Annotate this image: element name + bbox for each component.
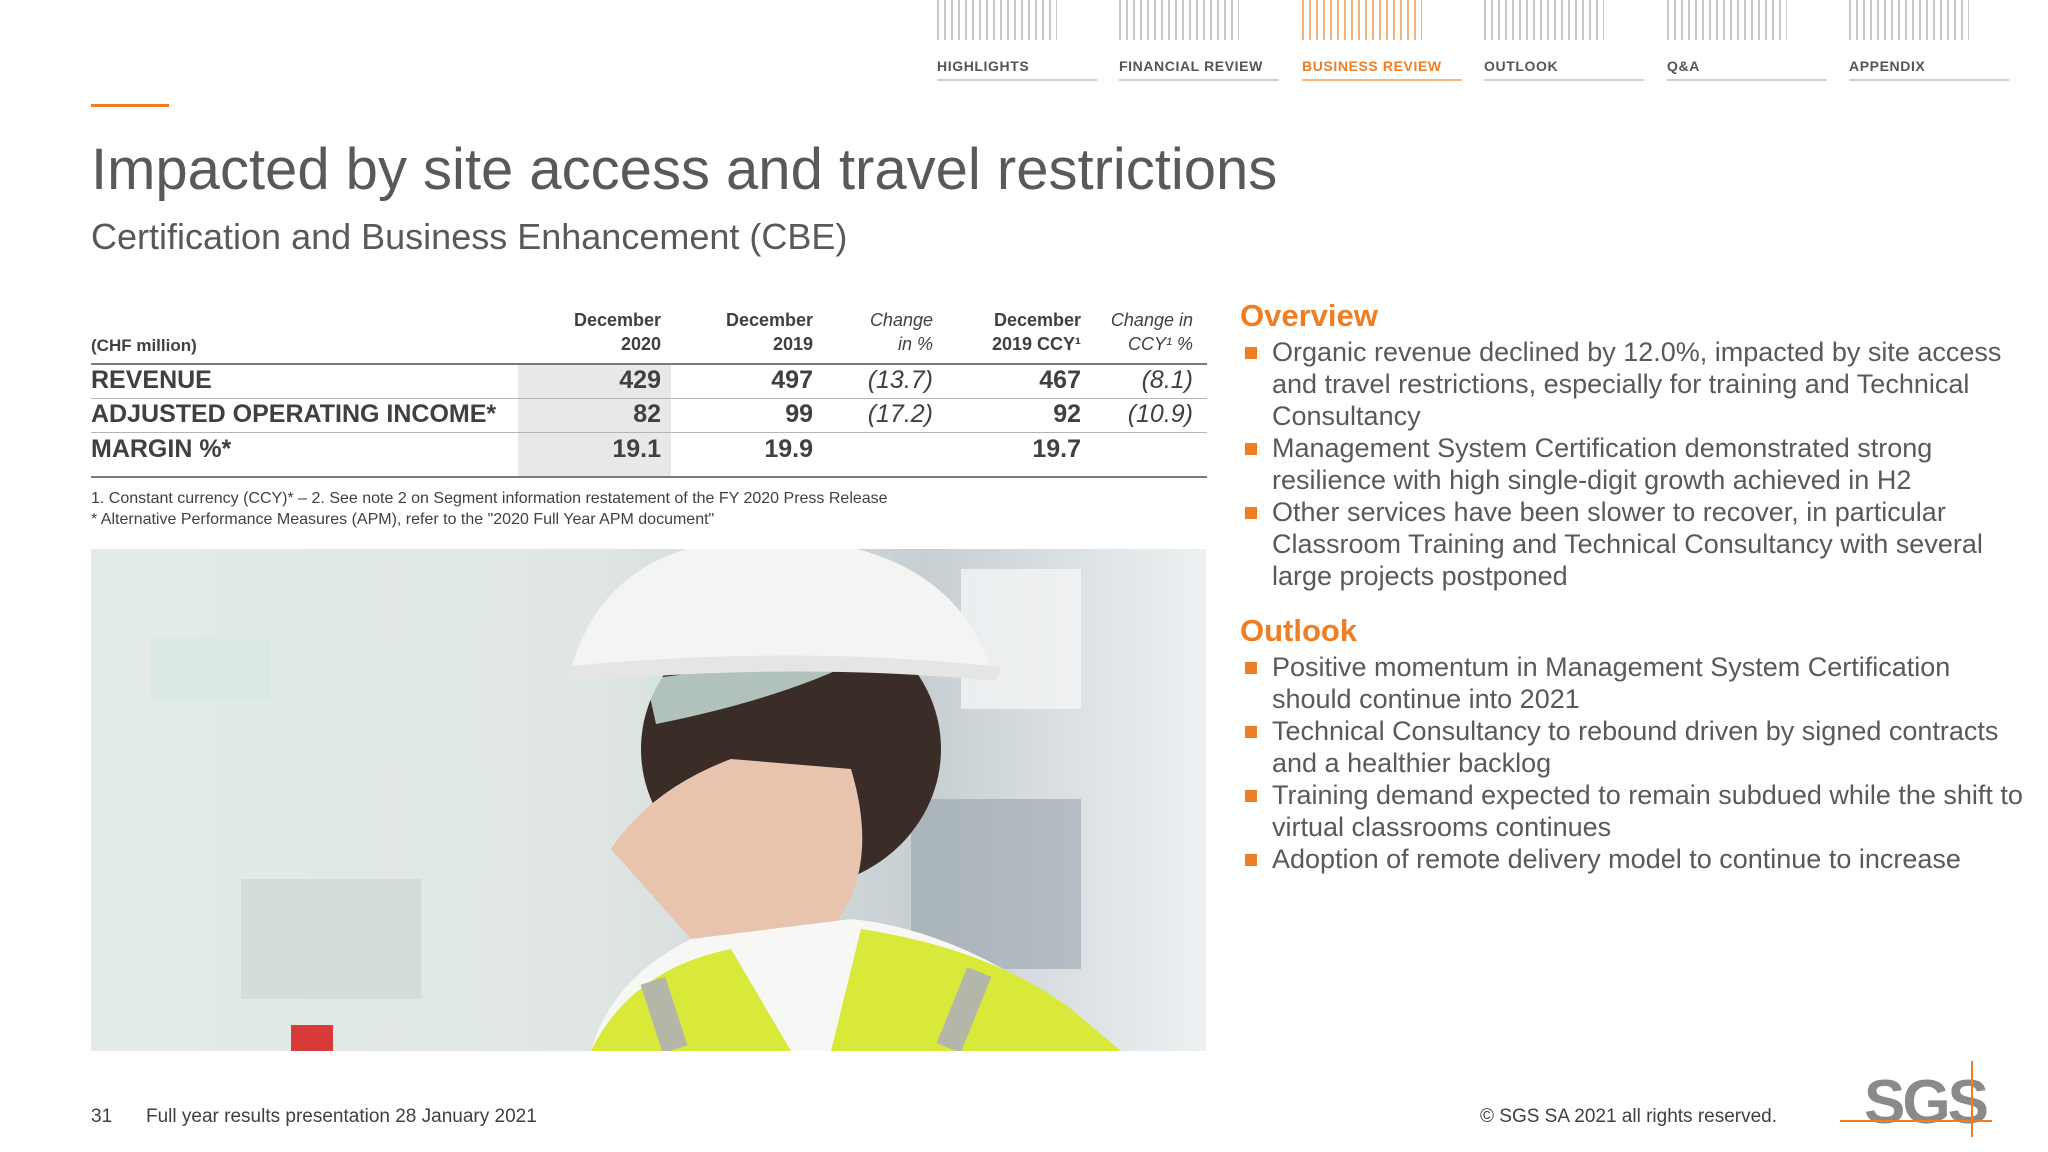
table-row-rule (91, 432, 1207, 433)
row-label-adjusted-operating-income: ADJUSTED OPERATING INCOME* (91, 400, 497, 428)
nav-tab-financial-review[interactable] (1119, 0, 1279, 82)
table-cell: 19.7 (1032, 435, 1081, 463)
nav-underline (1484, 79, 1644, 81)
table-cell: 497 (771, 366, 813, 394)
nav-tab-appendix[interactable] (1849, 0, 2009, 82)
table-cell: 19.9 (764, 435, 813, 463)
bullet-text: Other services have been slower to recover, in particular Classroom Training and Technical Consultancy with several large projects postponed (1272, 497, 1983, 591)
outlook-heading: Outlook (1240, 613, 1358, 648)
copyright-notice: © SGS SA 2021 all rights reserved. (1480, 1106, 1778, 1127)
col-header-dec-2020 (561, 308, 661, 356)
col-header-line: CCY¹ % (1127, 334, 1193, 354)
table-cell: (17.2) (867, 400, 933, 428)
title-accent-bar (91, 104, 169, 107)
nav-tick-decoration (1667, 0, 1787, 40)
nav-tick-decoration (937, 0, 1057, 40)
photo-inspector-worker (91, 549, 1206, 1051)
bullet-text: Organic revenue declined by 12.0%, impacted by site access and travel restrictions, especially for training and Technical Consultancy (1272, 337, 2002, 431)
bullet-square-icon (1245, 443, 1257, 455)
page-subtitle: Certification and Business Enhancement (CBE) (91, 216, 848, 257)
nav-tab-outlook[interactable] (1484, 0, 1644, 82)
financial-table (91, 300, 1207, 478)
table-cell: 19.1 (612, 435, 661, 463)
bullet-square-icon (1245, 662, 1257, 674)
table-cell: 82 (633, 400, 661, 428)
sgs-logo (1836, 1059, 1996, 1139)
nav-underline (1667, 79, 1827, 81)
bullet-square-icon (1245, 726, 1257, 738)
table-unit-label: (CHF million) (91, 336, 197, 355)
sgs-logo-icon (1836, 1059, 1996, 1139)
table-footnote-apm: * Alternative Performance Measures (APM), refer to the "2020 Full Year APM document" (91, 511, 715, 528)
col-header-line: 2019 (772, 334, 813, 354)
nav-tab-qa[interactable] (1667, 0, 1827, 82)
row-label-margin: MARGIN %* (91, 435, 232, 463)
bullet-text: Training demand expected to remain subdued while the shift to virtual classrooms continues (1272, 780, 2023, 842)
bullet-text: Positive momentum in Management System Certification should continue into 2021 (1272, 652, 1951, 714)
nav-underline (937, 79, 1097, 81)
table-cell: 467 (1039, 366, 1081, 394)
table-row-rule (91, 398, 1207, 399)
nav-tab-label: HIGHLIGHTS (937, 58, 1030, 74)
page-title: Impacted by site access and travel restrictions (91, 137, 1278, 202)
col-header-line: 2020 (620, 334, 661, 354)
col-header-dec-2019 (713, 308, 813, 356)
nav-tick-decoration (1119, 0, 1239, 40)
nav-tick-decoration (1484, 0, 1604, 40)
table-cell: (13.7) (867, 366, 933, 394)
nav-underline (1302, 79, 1462, 81)
bullet-square-icon (1245, 854, 1257, 866)
col-header-line: in % (897, 334, 933, 354)
bullet-square-icon (1245, 347, 1257, 359)
bullet-square-icon (1245, 790, 1257, 802)
table-cell: 99 (785, 400, 813, 428)
nav-tab-label: FINANCIAL REVIEW (1119, 58, 1263, 74)
col-header-line: December (573, 310, 661, 330)
col-header-line: Change in (1110, 310, 1193, 330)
table-cell: (10.9) (1127, 400, 1193, 428)
table-footnote-ccy: 1. Constant currency (CCY)* – 2. See note 2 on Segment information restatement of the FY 2020 Press Release (91, 490, 888, 507)
bullet-text: Technical Consultancy to rebound driven by signed contracts and a healthier backlog (1272, 716, 1999, 778)
col-header-line: Change (869, 310, 933, 330)
col-header-dec-2019-ccy (961, 308, 1081, 356)
nav-tick-decoration (1849, 0, 1969, 40)
table-header-rule (91, 363, 1207, 365)
nav-underline (1119, 79, 1279, 81)
col-header-line: December (725, 310, 813, 330)
table-bottom-rule (91, 476, 1207, 478)
bullet-text: Management System Certification demonstrated strong resilience with high single-digit growth achieved in H2 (1272, 433, 1933, 495)
row-label-revenue: REVENUE (91, 366, 212, 394)
bullet-text: Adoption of remote delivery model to continue to increase (1272, 844, 1961, 874)
nav-tab-business-review[interactable] (1302, 0, 1462, 82)
col-header-change-ccy (1091, 308, 1193, 356)
bullet-square-icon (1245, 507, 1257, 519)
nav-tick-decoration (1302, 0, 1422, 40)
nav-underline (1849, 79, 2009, 81)
nav-tab-label: BUSINESS REVIEW (1302, 58, 1442, 74)
top-navigation (937, 0, 2013, 82)
table-cell: (8.1) (1141, 366, 1193, 394)
presentation-title: Full year results presentation 28 January 2021 (146, 1106, 537, 1127)
table-cell: 429 (619, 366, 661, 394)
logo-wordmark: SGS (1864, 1068, 1986, 1137)
col-header-line: December (993, 310, 1081, 330)
col-header-change-pct (843, 308, 933, 356)
nav-tab-highlights[interactable] (937, 0, 1097, 82)
overview-heading: Overview (1240, 298, 1378, 333)
nav-tab-label: OUTLOOK (1484, 58, 1559, 74)
table-cell: 92 (1053, 400, 1081, 428)
nav-tab-label: APPENDIX (1849, 58, 1926, 74)
page-number: 31 (91, 1106, 113, 1127)
col-header-line: 2019 CCY¹ (991, 334, 1081, 354)
photo-illustration (91, 549, 1206, 1051)
nav-tab-label: Q&A (1667, 58, 1700, 74)
